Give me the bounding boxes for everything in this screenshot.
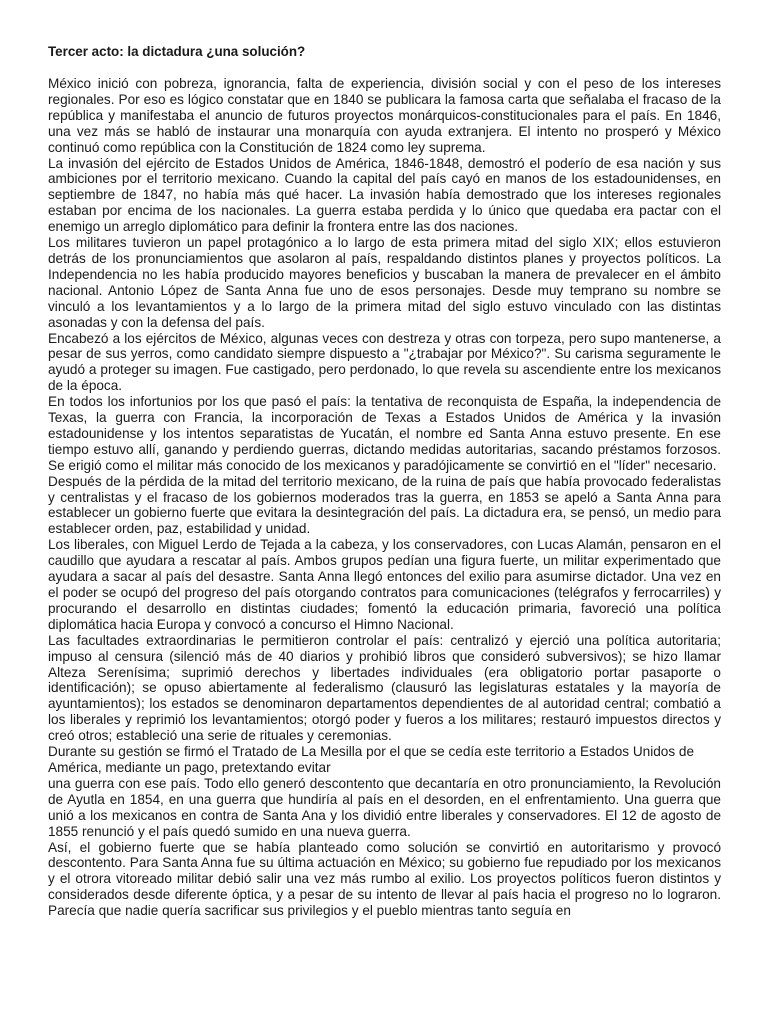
- document-body: [48, 76, 721, 919]
- document-title: Tercer acto: la dictadura ¿una solución?: [48, 44, 306, 59]
- paragraph: En todos los infortunios por los que pasó el país: la tentativa de reconquista de España, la independencia de Texas, la guerra con Francia, la incorporación de Texas a Estados Unidos de América y la invasión estadounidense y los intentos separatistas de Yucatán, el nombre ed Santa Anna estuvo presente. En ese tiempo estuvo allí, ganando y perdiendo guerras, dictando medidas autoritarias, sacando préstamos forzosos. Se erigió como el militar más conocido de los mexicanos y paradójicamente se convirtió en el "líder" necesario.: [48, 394, 721, 473]
- paragraph: Así, el gobierno fuerte que se había planteado como solución se convirtió en autoritarismo y provocó descontento. Para Santa Anna fue su última actuación en México; su gobierno fue repudiado por los mexicanos y el otrora vitoreado militar debió salir una vez más rumbo al exilio. Los proyectos políticos fueron distintos y considerados desde diferente óptica, y a pesar de su intento de llevar al país hacia el progreso no lo lograron. Parecía que nadie quería sacrificar sus privilegios y el pueblo mientras tanto seguía en: [48, 839, 721, 919]
- paragraph: Encabezó a los ejércitos de México, algunas veces con destreza y otras con torpeza, pero supo mantenerse, a pesar de sus yerros, como candidato siempre dispuesto a "¿trabajar por México?". Su carisma seguramente le ayudó a proteger su imagen. Fue castigado, pero perdonado, lo que revela su ascendiente entre los mexicanos de la época.: [48, 330, 721, 394]
- paragraph: Después de la pérdida de la mitad del territorio mexicano, de la ruina de país que había provocado federalistas y centralistas y el fracaso de los gobiernos moderados tras la guerra, en 1853 se apeló a Santa Anna para establecer un gobierno fuerte que evitara la desintegración del país. La dictadura era, se pensó, un medio para establecer orden, paz, estabilidad y unidad.: [48, 473, 721, 537]
- paragraph: Las facultades extraordinarias le permitieron controlar el país: centralizó y ejerció una política autoritaria; impuso al censura (silenció más de 40 diarios y prohibió libros que consideró subversivos); se hizo llamar Alteza Serenísima; suprimió derechos y libertades individuales (era obligatorio portar pasaporte o identificación); se opuso abiertamente al federalismo (clausuró las legislaturas estatales y la mayoría de ayuntamientos); los estados se denominaron departamentos dependientes de al autoridad central; combatió a los liberales y reprimió los levantamientos; otorgó poder y fueros a los militares; restauró impuestos directos y creó otros; estableció una serie de rituales y ceremonias.: [48, 632, 721, 744]
- paragraph: La invasión del ejército de Estados Unidos de América, 1846-1848, demostró el poderío de esa nación y sus ambiciones por el territorio mexicano. Cuando la capital del país cayó en manos de los estadounidenses, en septiembre de 1847, no había más qué hacer. La invasión había demostrado que los intereses regionales estaban por encima de los nacionales. La guerra estaba perdida y lo único que quedaba era pactar con el enemigo un arreglo diplomático para definir la frontera entre las dos naciones.: [48, 155, 721, 235]
- paragraph: México inició con pobreza, ignorancia, falta de experiencia, división social y con el peso de los intereses regionales. Por eso es lógico constatar que en 1840 se publicara la famosa carta que señalaba el fracaso de la república y manifestaba el anuncio de futuros proyectos monárquicos-constitucionales para el país. En 1846, una vez más se habló de instaurar una monarquía con ayuda extranjera. El intento no prosperó y México continuó como república con la Constitución de 1824 como ley suprema.: [48, 76, 721, 155]
- paragraph: Los militares tuvieron un papel protagónico a lo largo de esta primera mitad del siglo XIX; ellos estuvieron detrás de los pronunciamientos que asolaron al país, respaldando distintos planes y proyectos políticos. La Independencia no les había producido mayores beneficios y buscaban la manera de prevalecer en el ámbito nacional. Antonio López de Santa Anna fue uno de esos personajes. Desde muy temprano su nombre se vinculó a los levantamientos y a lo largo de la primera mitad del siglo estuvo vinculado con las distintas asonadas y con la defensa del país.: [48, 235, 721, 330]
- paragraph: una guerra con ese país. Todo ello generó descontento que decantaría en otro pronunciamiento, la Revolución de Ayutla en 1854, en una guerra que hundiría al país en el desorden, en el enfrentamiento. Una guerra que unió a los mexicanos en contra de Santa Ana y los dividió entre liberales y conservadores. El 12 de agosto de 1855 renunció y el país quedó sumido en una nueva guerra.: [48, 775, 721, 839]
- paragraph: Durante su gestión se firmó el Tratado de La Mesilla por el que se cedía este territorio a Estados Unidos de América, mediante un pago, pretextando evitar: [48, 744, 695, 775]
- paragraph: Los liberales, con Miguel Lerdo de Tejada a la cabeza, y los conservadores, con Lucas Alamán, pensaron en el caudillo que ayudara a rescatar al país. Ambos grupos pedían una figura fuerte, un militar experimentado que ayudara a sacar al país del desastre. Santa Anna llegó entonces del exilio para asumirse dictador. Una vez en el poder se ocupó del progreso del país otorgando contratos para comunicaciones (telégrafos y ferrocarriles) y procurando el desarrollo en distintas ciudades; fomentó la educación primaria, favoreció una política diplomática hacia Europa y convocó a concurso el Himno Nacional.: [48, 537, 721, 632]
